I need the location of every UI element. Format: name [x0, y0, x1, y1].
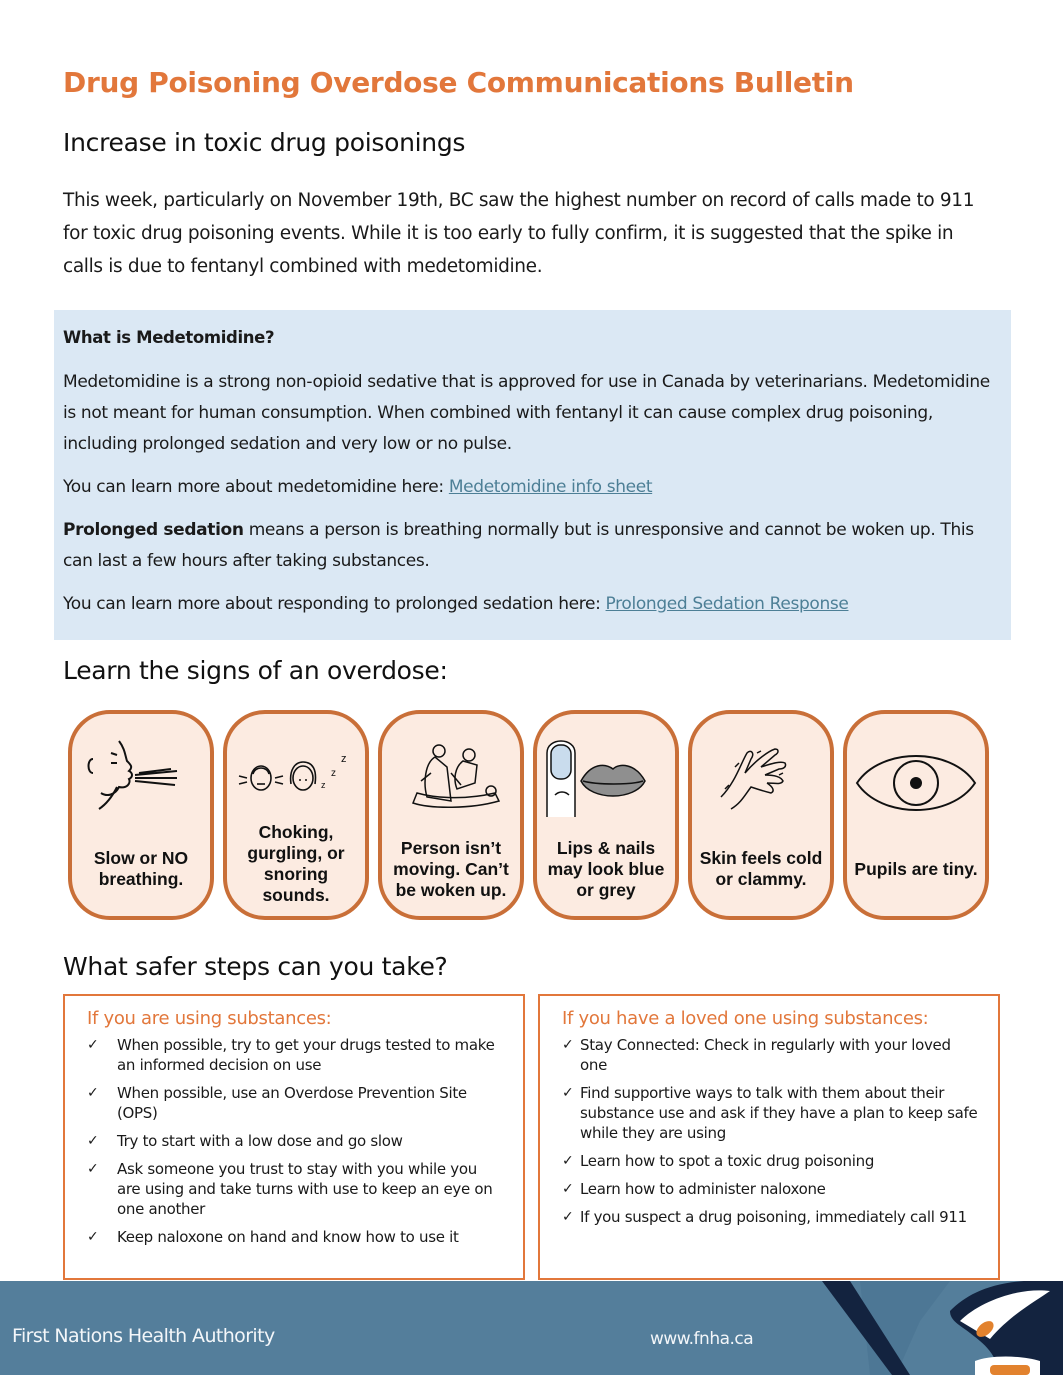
list-item: ✓ Learn how to spot a toxic drug poisoning	[562, 1152, 875, 1170]
using-substances-list	[87, 1035, 503, 1247]
svg-text:z: z	[321, 780, 326, 790]
learn-more-prefix: You can learn more about medetomidine here:	[63, 477, 449, 497]
sign-label: Slow or NO breathing.	[93, 848, 189, 889]
loved-one-box	[538, 994, 1000, 1280]
list-item: ✓ Ask someone you trust to stay with you while you are using and take turns with use to keep an eye on one another	[87, 1160, 493, 1218]
website-link[interactable]: www.fnha.ca	[650, 1329, 754, 1349]
learn-more-medetomidine	[63, 472, 1002, 503]
sign-card-not-moving	[378, 710, 524, 920]
footer-banner	[0, 1281, 1063, 1375]
sign-label: Choking, gurgling, or snoring sounds.	[247, 822, 345, 905]
info-definition: Medetomidine is a strong non-opioid sedative that is approved for use in Canada by veterinarians. Medetomidine is not meant for human consumption. When combined with fentanyl it can cause complex drug poisoning, including prolonged sedation and very low or no pulse.	[63, 372, 990, 454]
checkmark-icon: ✓	[87, 1161, 99, 1177]
checkmark-icon: ✓	[562, 1037, 574, 1053]
list-item: ✓ When possible, use an Overdose Prevention Site (OPS)	[87, 1084, 467, 1122]
medetomidine-info-link[interactable]: Medetomidine info sheet	[448, 477, 653, 497]
sign-label: Skin feels cold or clammy.	[699, 848, 823, 889]
bulletin-title: Drug Poisoning Overdose Communications Bulletin	[63, 66, 854, 99]
checkmark-icon: ✓	[87, 1085, 99, 1101]
list-item: ✓ Find supportive ways to talk with them about their substance use and ask if they have a plan to keep safe while they are using	[562, 1084, 978, 1142]
nail-lips-icon	[537, 714, 675, 832]
steps-heading: What safer steps can you take?	[63, 952, 448, 981]
using-substances-box	[63, 994, 525, 1280]
overdose-signs-row	[68, 710, 989, 920]
sign-card-blue-lips-nails	[533, 710, 679, 920]
sign-card-tiny-pupils	[843, 710, 989, 920]
using-substances-title: If you are using substances:	[87, 1008, 332, 1029]
organization-name: First Nations Health Authority	[12, 1325, 275, 1347]
svg-text:z: z	[331, 768, 336, 779]
sedation-response-link[interactable]: Prolonged Sedation Response	[605, 594, 849, 614]
list-item: ✓ Keep naloxone on hand and know how to use it	[87, 1228, 459, 1246]
checkmark-icon: ✓	[562, 1153, 574, 1169]
sedation-definition: means a person is breathing normally but is unresponsive and cannot be woken up. This can last a few hours after taking substances.	[63, 520, 974, 571]
checkmark-icon: ✓	[562, 1209, 574, 1225]
sign-label: Pupils are tiny.	[854, 858, 978, 879]
signs-heading: Learn the signs of an overdose:	[63, 656, 448, 685]
sign-card-clammy-skin	[688, 710, 834, 920]
loved-one-list	[562, 1035, 978, 1227]
svg-text:z: z	[341, 753, 347, 765]
snoring-faces-icon	[227, 714, 365, 822]
sign-label: Lips & nails may look blue or grey	[547, 837, 665, 900]
section-heading: Increase in toxic drug poisonings	[63, 128, 466, 157]
sign-card-breathing	[68, 710, 214, 920]
info-question: What is Medetomidine?	[63, 328, 275, 347]
list-item: ✓ Learn how to administer naloxone	[562, 1180, 826, 1198]
checkmark-icon: ✓	[562, 1085, 574, 1101]
sedation-prefix: You can learn more about responding to prolonged sedation here:	[63, 594, 606, 614]
sedation-term: Prolonged sedation	[63, 520, 244, 540]
sedation-paragraph	[63, 515, 1002, 577]
list-item: ✓ If you suspect a drug poisoning, immediately call 911	[562, 1208, 967, 1226]
cpr-people-icon	[382, 714, 520, 832]
list-item: ✓ Try to start with a low dose and go slow	[87, 1132, 403, 1150]
breathing-face-icon	[72, 714, 210, 832]
fnha-logo-icon	[800, 1281, 1063, 1375]
loved-one-title: If you have a loved one using substances:	[562, 1008, 929, 1029]
checkmark-icon: ✓	[87, 1133, 99, 1149]
checkmark-icon: ✓	[87, 1037, 99, 1053]
checkmark-icon: ✓	[562, 1181, 574, 1197]
medetomidine-info-box	[54, 310, 1011, 640]
learn-more-sedation	[63, 589, 1002, 620]
sign-card-snoring	[223, 710, 369, 920]
intro-paragraph: This week, particularly on November 19th, BC saw the highest number on record of calls made to 911 for toxic drug poisoning events. While it is too early to fully confirm, it is suggested that the spike in calls is due to fentanyl combined with medetomidine.	[63, 190, 975, 277]
list-item: ✓ Stay Connected: Check in regularly with your loved one	[562, 1036, 951, 1074]
checkmark-icon: ✓	[87, 1229, 99, 1245]
list-item: ✓ When possible, try to get your drugs tested to make an informed decision on use	[87, 1036, 495, 1074]
eye-icon	[847, 714, 985, 832]
sign-label: Person isn’t moving. Can’t be woken up.	[393, 837, 509, 900]
clammy-hand-icon	[692, 714, 830, 832]
